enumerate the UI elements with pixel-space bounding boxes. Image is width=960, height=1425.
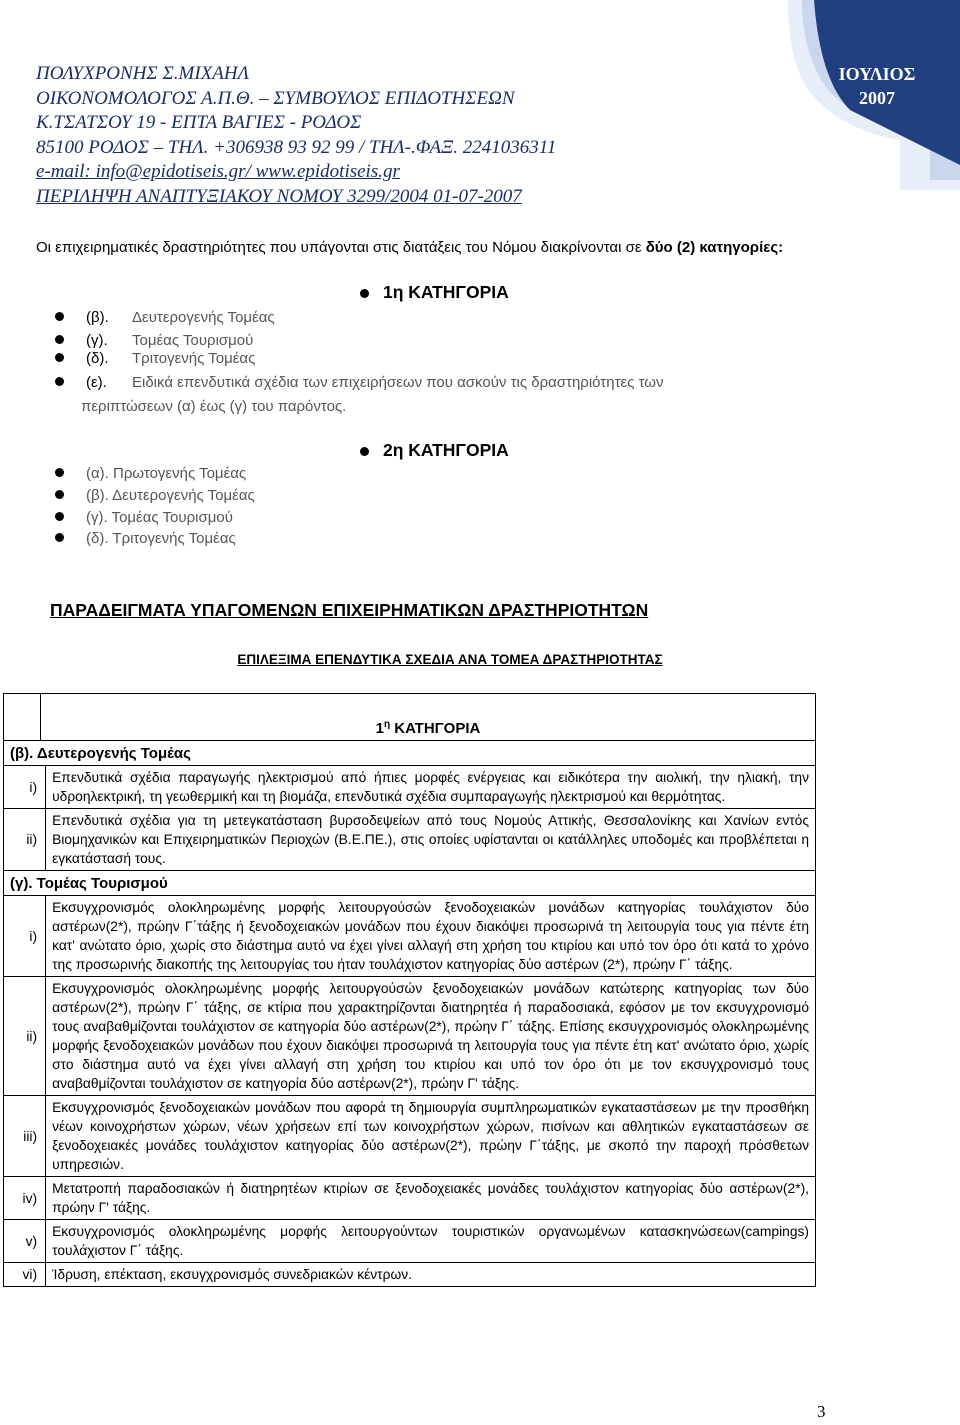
row-text: Εκσυγχρονισμός ολοκληρωμένης μορφής λειτουργούσών ξενοδοχειακών μονάδων κατώτερης κατηγορίας των δύο αστέρων(2*), πρώην Γ΄ τάξης, σε κτίρια που χαρακτηρίζονται διατηρητέα ή παραδοσιακά, εφόσον με τον εκσυγχρονισμό τους αναβαθμίζονται τουλάχιστον σε κατηγορία δύο αστέρων(2*), πρώην Γ΄ τάξης. Επίσης εκσυγχρονισμός ολοκληρωμένης μορφής ξενοδοχειακών μονάδων που έχουν διακόψει προσωρινά τη λειτουργία τους για πέντε έτη κατ' ανώτατο όριο, χωρίς στο διάστημα αυτό να έχει γίνει αλλαγή στη χρήση του κτιρίου και υπό τον όρο ότι με τον εκσυγχρονισμό τους αναβαθμίζονται τουλάχιστον σε κατηγορία δύο αστέρων(2*), πρώην Γ' τάξης.: [46, 977, 816, 1096]
row-number: i): [4, 896, 46, 977]
bullet-icon: [360, 447, 369, 456]
table-row: [4, 1263, 816, 1287]
activities-table: [3, 693, 816, 1287]
header-address: Κ.ΤΣΑΤΣΟΥ 19 - ΕΠΤΑ ΒΑΓΙΕΣ - ΡΟΔΟΣ: [36, 112, 362, 133]
category2-item: (δ). Τριτογενής Τομέας: [55, 528, 236, 550]
table-row: [4, 1177, 816, 1220]
category1-item: (β). Δευτερογενής Τομέας: [55, 307, 275, 329]
row-text: Ίδρυση, επέκταση, εκσυγχρονισμός συνεδριακών κέντρων.: [46, 1263, 816, 1287]
category1-item: (ε). Ειδικά επενδυτικά σχέδια των επιχειρήσεων που ασκούν τις δραστηριότητες των: [55, 372, 815, 394]
row-text: Επενδυτικά σχέδια για τη μετεγκατάσταση βυρσοδεψείων από τους Νομούς Αττικής, Θεσσαλονίκης και Χανίων εντός Βιομηχανικών και Επιχειρηματικών Περιοχών (Β.Ε.ΠΕ.), στις οποίες υφίστανται οι κατάλληλες υποδομές και προβλέπεται η εγκατάστασή τους.: [46, 809, 816, 871]
row-text: Μετατροπή παραδοσιακών ή διατηρητέων κτιρίων σε ξενοδοχειακές μονάδες τουλάχιστον κατηγορίας δύο αστέρων(2*), πρώην Γ' τάξης.: [46, 1177, 816, 1220]
bullet-icon: [55, 312, 64, 321]
category1-continuation: περιπτώσεων (α) έως (γ) του παρόντος.: [81, 398, 347, 415]
row-number: vi): [4, 1263, 46, 1287]
table-header-row: [4, 694, 816, 741]
table-row: [4, 1220, 816, 1263]
intro-text: Οι επιχειρηματικές δραστηριότητες που υπάγονται στις διατάξεις του Νόμου διακρίνονται σε: [36, 239, 642, 256]
row-text: Επενδυτικά σχέδια παραγωγής ηλεκτρισμού από ήπιες μορφές ενέργειας και ειδικότερα την αιολική, την ηλιακή, την υδροηλεκτρική, τη γεωθερμική και τη βιομάζα, επενδυτικά σχέδια συμπαραγωγής ηλεκτρισμού και θερμότητας.: [46, 766, 816, 809]
bullet-icon: [55, 512, 64, 521]
header-summary: ΠΕΡΙΛΗΨΗ ΑΝΑΠΤΥΞΙΑΚΟΥ ΝΟΜΟΥ 3299/2004 01-07-2007: [36, 185, 522, 207]
category1-item: (δ). Τριτογενής Τομέας: [55, 348, 255, 370]
table-row: [4, 809, 816, 871]
intro-bold: δύο (2) κατηγορίες:: [645, 239, 784, 256]
bullet-icon: [55, 468, 64, 477]
bullet-icon: [55, 377, 64, 386]
category1-title: 1η ΚΑΤΗΓΟΡΙΑ: [360, 282, 509, 303]
row-number: ii): [4, 809, 46, 871]
header-phone: 85100 ΡΟΔΟΣ – ΤΗΛ. +306938 93 92 99 / ΤΗΛ-.ΦΑΞ. 2241036311: [36, 136, 557, 158]
category2-title: 2η ΚΑΤΗΓΟΡΙΑ: [360, 440, 509, 461]
section-title: ΠΑΡΑΔΕΙΓΜΑΤΑ ΥΠΑΓΟΜΕΝΩΝ ΕΠΙΧΕΙΡΗΜΑΤΙΚΩΝ ΔΡΑΣΤΗΡΙΟΤΗΤΩΝ: [50, 600, 649, 620]
date-banner: [780, 0, 960, 190]
bullet-icon: [55, 533, 64, 542]
row-number: iii): [4, 1096, 46, 1177]
category2-item: (γ). Τομέας Τουρισμού: [55, 507, 233, 529]
page-number: 3: [817, 1402, 826, 1421]
banner-month: ΙΟΥΛΙΟΣ: [838, 64, 916, 84]
table-row: [4, 977, 816, 1096]
section-row: [4, 741, 816, 766]
table-header: $1^\eta$ ΚΑΤΗΓΟΡΙΑ: [41, 694, 816, 741]
category2-item: (β). Δευτερογενής Τομέας: [55, 485, 255, 507]
row-number: v): [4, 1220, 46, 1263]
bullet-icon: [55, 335, 64, 344]
table-row: [4, 896, 816, 977]
section-row: [4, 871, 816, 896]
letterhead: [36, 62, 556, 209]
row-number: iv): [4, 1177, 46, 1220]
section-subtitle: ΕΠΙΛΕΞΙΜΑ ΕΠΕΝΔΥΤΙΚΑ ΣΧΕΔΙΑ ΑΝΑ ΤΟΜΕΑ ΔΡΑΣΤΗΡΙΟΤΗΤΑΣ: [237, 652, 663, 667]
sectionG-title: (γ). Τομέας Τουρισμού: [4, 871, 816, 896]
category2-item: (α). Πρωτογενής Τομέας: [55, 463, 246, 485]
bullet-icon: [360, 289, 369, 298]
header-email[interactable]: e-mail: info@epidotiseis.gr/ www.epidotiseis.gr: [36, 161, 400, 182]
row-text: Εκσυγχρονισμός ολοκληρωμένης μορφής λειτουργούσών ξενοδοχειακών μονάδων κατηγορίας τουλάχιστον δύο αστέρων(2*), πρώην Γ΄τάξης ή ξενοδοχειακών μονάδων που έχουν διακόψει προσωρινά τη λειτουργία τους για πέντε έτη κατ' ανώτατο όριο, χωρίς στο διάστημα αυτό να έχει γίνει αλλαγή στη χρήση του κτιρίου και υπό τον όρο ότι κατά το χρόνο της προσωρινής διακοπής της λειτουργίας του ήταν τουλάχιστον κατηγορίας δύο αστέρων (2*), πρώην Γ΄ τάξης.: [46, 896, 816, 977]
bullet-icon: [55, 353, 64, 362]
banner-year: 2007: [859, 88, 895, 108]
table-row: [4, 766, 816, 809]
row-text: Εκσυγχρονισμός ολοκληρωμένης μορφής λειτουργούντων τουριστικών οργανωμένων κατασκηνώσεων(campings) τουλάχιστον Γ΄ τάξης.: [46, 1220, 816, 1263]
bullet-icon: [55, 490, 64, 499]
row-text: Εκσυγχρονισμός ξενοδοχειακών μονάδων που αφορά τη δημιουργία συμπληρωματικών εγκαταστάσεων με την προσθήκη νέων κοινοχρήστων χώρων, νέων χρήσεων επί των κοινοχρήστων χώρων, πισίνων και αθλητικών εγκαταστάσεων σε ξενοδοχειακές μονάδες τουλάχιστον κατηγορίας δύο αστέρων(2*), πρώην Γ΄τάξης, με σκοπό την παροχή πρόσθετων υπηρεσιών.: [46, 1096, 816, 1177]
table-row: [4, 1096, 816, 1177]
header-title: ΟΙΚΟΝΟΜΟΛΟΓΟΣ Α.Π.Θ. – ΣΥΜΒΟΥΛΟΣ ΕΠΙΔΟΤΗΣΕΩΝ: [36, 87, 515, 109]
sectionB-title: (β). Δευτερογενής Τομέας: [4, 741, 816, 766]
category1-item: (γ). Τομέας Τουρισμού: [55, 330, 253, 352]
row-number: i): [4, 766, 46, 809]
header-name: ΠΟΛΥΧΡΟΝΗΣ Σ.ΜΙΧΑΗΛ: [36, 63, 250, 84]
intro-paragraph: [36, 237, 816, 259]
row-number: ii): [4, 977, 46, 1096]
